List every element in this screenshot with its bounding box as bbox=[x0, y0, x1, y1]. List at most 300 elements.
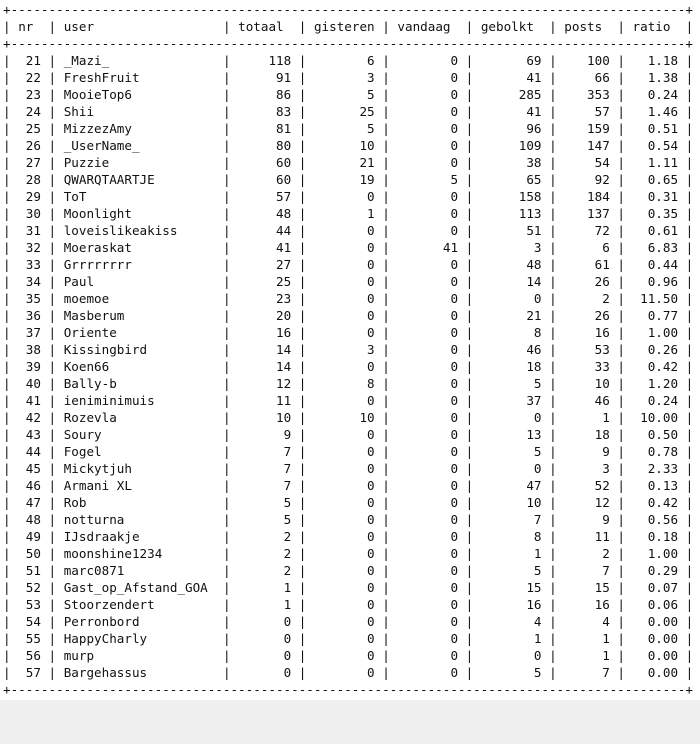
table-row: | 31 | loveislikeakiss | 44 | 0 | 0 | 51 | 72 | 0.61 | bbox=[3, 223, 694, 238]
cell-1: Stoorzendert bbox=[63, 597, 216, 612]
cell-3: 3 bbox=[313, 342, 375, 357]
cell-7: 0.54 bbox=[632, 138, 679, 153]
cell-2: 5 bbox=[238, 512, 292, 527]
cell-7: 0.00 bbox=[632, 648, 679, 663]
cell-6: 184 bbox=[564, 189, 610, 204]
cell-0: 55 bbox=[18, 631, 41, 646]
table-row: | 23 | MooieTop6 | 86 | 5 | 0 | 285 | 353 | 0.24 | bbox=[3, 87, 694, 102]
cell-1: Oriente bbox=[63, 325, 216, 340]
cell-5: 109 bbox=[480, 138, 542, 153]
cell-4: 0 bbox=[397, 529, 459, 544]
table-row: | 33 | Grrrrrrrr | 27 | 0 | 0 | 48 | 61 | 0.44 | bbox=[3, 257, 694, 272]
table-row: | 29 | ToT | 57 | 0 | 0 | 158 | 184 | 0.31 | bbox=[3, 189, 694, 204]
table-row: | 49 | IJsdraakje | 2 | 0 | 0 | 8 | 11 | 0.18 | bbox=[3, 529, 694, 544]
cell-6: 46 bbox=[564, 393, 610, 408]
cell-1: Masberum bbox=[63, 308, 216, 323]
cell-5: 38 bbox=[480, 155, 542, 170]
cell-4: 0 bbox=[397, 597, 459, 612]
window-bottom-area bbox=[0, 700, 700, 744]
table-row: | 40 | Bally-b | 12 | 8 | 0 | 5 | 10 | 1.20 | bbox=[3, 376, 694, 391]
cell-1: Perronbord bbox=[63, 614, 216, 629]
cell-3: 0 bbox=[313, 444, 375, 459]
cell-5: 0 bbox=[480, 291, 542, 306]
cell-1: Bally-b bbox=[63, 376, 216, 391]
cell-1: moonshine1234 bbox=[63, 546, 216, 561]
cell-5: 8 bbox=[480, 529, 542, 544]
cell-7: 0.24 bbox=[632, 393, 679, 408]
table-row: | 47 | Rob | 5 | 0 | 0 | 10 | 12 | 0.42 | bbox=[3, 495, 694, 510]
cell-7: 0.65 bbox=[632, 172, 679, 187]
cell-0: 44 bbox=[18, 444, 41, 459]
cell-5: 46 bbox=[480, 342, 542, 357]
cell-6: 72 bbox=[564, 223, 610, 238]
cell-4: 0 bbox=[397, 393, 459, 408]
cell-6: 26 bbox=[564, 274, 610, 289]
cell-2: 81 bbox=[238, 121, 292, 136]
table-row: | 22 | FreshFruit | 91 | 3 | 0 | 41 | 66 | 1.38 | bbox=[3, 70, 694, 85]
cell-0: 52 bbox=[18, 580, 41, 595]
cell-0: 47 bbox=[18, 495, 41, 510]
cell-0: 31 bbox=[18, 223, 41, 238]
cell-5: 0 bbox=[480, 461, 542, 476]
table-row: | 53 | Stoorzendert | 1 | 0 | 0 | 16 | 16 | 0.06 | bbox=[3, 597, 694, 612]
cell-1: notturna bbox=[63, 512, 216, 527]
cell-7: 0.51 bbox=[632, 121, 679, 136]
cell-7: 0.13 bbox=[632, 478, 679, 493]
cell-3: 5 bbox=[313, 87, 375, 102]
cell-7: 1.46 bbox=[632, 104, 679, 119]
cell-5: 21 bbox=[480, 308, 542, 323]
cell-5: 37 bbox=[480, 393, 542, 408]
cell-6: 10 bbox=[564, 376, 610, 391]
cell-7: 0.29 bbox=[632, 563, 679, 578]
cell-6: 66 bbox=[564, 70, 610, 85]
table-row: | 26 | _UserName_ | 80 | 10 | 0 | 109 | 147 | 0.54 | bbox=[3, 138, 694, 153]
cell-4: 0 bbox=[397, 257, 459, 272]
cell-1: moemoe bbox=[63, 291, 216, 306]
cell-6: 12 bbox=[564, 495, 610, 510]
cell-5: 15 bbox=[480, 580, 542, 595]
cell-0: 48 bbox=[18, 512, 41, 527]
cell-6: 3 bbox=[564, 461, 610, 476]
cell-3: 3 bbox=[313, 70, 375, 85]
table-row: | 48 | notturna | 5 | 0 | 0 | 7 | 9 | 0.56 | bbox=[3, 512, 694, 527]
table-row: | 35 | moemoe | 23 | 0 | 0 | 0 | 2 | 11.50 | bbox=[3, 291, 694, 306]
table-row: | 39 | Koen66 | 14 | 0 | 0 | 18 | 33 | 0.42 | bbox=[3, 359, 694, 374]
cell-7: 0.06 bbox=[632, 597, 679, 612]
cell-0: 43 bbox=[18, 427, 41, 442]
cell-7: 0.78 bbox=[632, 444, 679, 459]
cell-1: Gast_op_Afstand_GOA bbox=[63, 580, 216, 595]
cell-2: 118 bbox=[238, 53, 292, 68]
cell-7: 0.31 bbox=[632, 189, 679, 204]
cell-2: 57 bbox=[238, 189, 292, 204]
cell-2: 2 bbox=[238, 529, 292, 544]
cell-5: 48 bbox=[480, 257, 542, 272]
cell-1: Bargehassus bbox=[63, 665, 216, 680]
table-row: | 27 | Puzzie | 60 | 21 | 0 | 38 | 54 | 1.11 | bbox=[3, 155, 694, 170]
cell-3: 0 bbox=[313, 597, 375, 612]
cell-5: 65 bbox=[480, 172, 542, 187]
cell-0: 41 bbox=[18, 393, 41, 408]
cell-4: 0 bbox=[397, 410, 459, 425]
header-cell-2: totaal bbox=[238, 19, 292, 34]
cell-3: 0 bbox=[313, 478, 375, 493]
cell-2: 25 bbox=[238, 274, 292, 289]
cell-3: 0 bbox=[313, 580, 375, 595]
cell-6: 52 bbox=[564, 478, 610, 493]
cell-1: Moeraskat bbox=[63, 240, 216, 255]
cell-0: 30 bbox=[18, 206, 41, 221]
cell-4: 0 bbox=[397, 376, 459, 391]
cell-4: 0 bbox=[397, 308, 459, 323]
cell-2: 2 bbox=[238, 563, 292, 578]
table-row: | 28 | QWARQTAARTJE | 60 | 19 | 5 | 65 | 92 | 0.65 | bbox=[3, 172, 694, 187]
cell-5: 285 bbox=[480, 87, 542, 102]
cell-2: 27 bbox=[238, 257, 292, 272]
cell-4: 0 bbox=[397, 512, 459, 527]
cell-2: 23 bbox=[238, 291, 292, 306]
table-border-bottom: +-----------------------------------------------------------------------------------------+ bbox=[3, 682, 693, 697]
cell-7: 0.00 bbox=[632, 614, 679, 629]
cell-3: 5 bbox=[313, 121, 375, 136]
cell-6: 137 bbox=[564, 206, 610, 221]
cell-6: 33 bbox=[564, 359, 610, 374]
cell-5: 18 bbox=[480, 359, 542, 374]
table-header-row: | nr | user | totaal | gisteren | vandaag | gebolkt | posts | ratio | bbox=[3, 19, 694, 34]
cell-4: 41 bbox=[397, 240, 459, 255]
cell-7: 0.26 bbox=[632, 342, 679, 357]
cell-2: 0 bbox=[238, 648, 292, 663]
cell-0: 54 bbox=[18, 614, 41, 629]
cell-0: 46 bbox=[18, 478, 41, 493]
cell-0: 57 bbox=[18, 665, 41, 680]
cell-7: 11.50 bbox=[632, 291, 679, 306]
cell-4: 0 bbox=[397, 444, 459, 459]
cell-0: 32 bbox=[18, 240, 41, 255]
cell-7: 0.24 bbox=[632, 87, 679, 102]
cell-2: 60 bbox=[238, 155, 292, 170]
cell-1: Grrrrrrrr bbox=[63, 257, 216, 272]
cell-6: 159 bbox=[564, 121, 610, 136]
cell-6: 26 bbox=[564, 308, 610, 323]
cell-2: 83 bbox=[238, 104, 292, 119]
cell-0: 42 bbox=[18, 410, 41, 425]
cell-6: 57 bbox=[564, 104, 610, 119]
cell-0: 50 bbox=[18, 546, 41, 561]
cell-5: 51 bbox=[480, 223, 542, 238]
cell-0: 37 bbox=[18, 325, 41, 340]
cell-1: murp bbox=[63, 648, 216, 663]
cell-3: 0 bbox=[313, 223, 375, 238]
table-row: | 51 | marc0871 | 2 | 0 | 0 | 5 | 7 | 0.29 | bbox=[3, 563, 694, 578]
table-row: | 56 | murp | 0 | 0 | 0 | 0 | 1 | 0.00 | bbox=[3, 648, 694, 663]
cell-4: 0 bbox=[397, 461, 459, 476]
cell-7: 6.83 bbox=[632, 240, 679, 255]
cell-1: HappyCharly bbox=[63, 631, 216, 646]
cell-2: 7 bbox=[238, 444, 292, 459]
cell-1: Soury bbox=[63, 427, 216, 442]
cell-6: 353 bbox=[564, 87, 610, 102]
cell-3: 0 bbox=[313, 257, 375, 272]
cell-6: 4 bbox=[564, 614, 610, 629]
cell-4: 0 bbox=[397, 359, 459, 374]
cell-2: 7 bbox=[238, 478, 292, 493]
cell-0: 25 bbox=[18, 121, 41, 136]
cell-7: 1.20 bbox=[632, 376, 679, 391]
cell-3: 0 bbox=[313, 546, 375, 561]
cell-0: 34 bbox=[18, 274, 41, 289]
cell-0: 29 bbox=[18, 189, 41, 204]
cell-3: 0 bbox=[313, 291, 375, 306]
cell-5: 158 bbox=[480, 189, 542, 204]
cell-0: 26 bbox=[18, 138, 41, 153]
cell-3: 10 bbox=[313, 410, 375, 425]
cell-0: 33 bbox=[18, 257, 41, 272]
cell-4: 0 bbox=[397, 155, 459, 170]
cell-0: 45 bbox=[18, 461, 41, 476]
cell-1: Kissingbird bbox=[63, 342, 216, 357]
cell-2: 14 bbox=[238, 359, 292, 374]
cell-0: 51 bbox=[18, 563, 41, 578]
cell-7: 0.42 bbox=[632, 495, 679, 510]
cell-2: 86 bbox=[238, 87, 292, 102]
cell-7: 0.56 bbox=[632, 512, 679, 527]
cell-6: 2 bbox=[564, 291, 610, 306]
cell-1: Rob bbox=[63, 495, 216, 510]
cell-1: loveislikeakiss bbox=[63, 223, 216, 238]
cell-3: 0 bbox=[313, 529, 375, 544]
cell-6: 147 bbox=[564, 138, 610, 153]
cell-2: 16 bbox=[238, 325, 292, 340]
cell-1: Rozevla bbox=[63, 410, 216, 425]
header-cell-6: posts bbox=[564, 19, 610, 34]
cell-4: 0 bbox=[397, 138, 459, 153]
cell-5: 16 bbox=[480, 597, 542, 612]
cell-2: 10 bbox=[238, 410, 292, 425]
cell-3: 0 bbox=[313, 359, 375, 374]
table-row: | 21 | _Mazi_ | 118 | 6 | 0 | 69 | 100 | 1.18 | bbox=[3, 53, 694, 68]
cell-5: 5 bbox=[480, 563, 542, 578]
table-row: | 52 | Gast_op_Afstand_GOA | 1 | 0 | 0 | 15 | 15 | 0.07 | bbox=[3, 580, 694, 595]
cell-6: 1 bbox=[564, 648, 610, 663]
cell-4: 0 bbox=[397, 274, 459, 289]
table-row: | 45 | Mickytjuh | 7 | 0 | 0 | 0 | 3 | 2.33 | bbox=[3, 461, 694, 476]
cell-5: 96 bbox=[480, 121, 542, 136]
cell-1: marc0871 bbox=[63, 563, 216, 578]
cell-6: 18 bbox=[564, 427, 610, 442]
table-row: | 41 | ieniminimuis | 11 | 0 | 0 | 37 | 46 | 0.24 | bbox=[3, 393, 694, 408]
cell-7: 0.00 bbox=[632, 631, 679, 646]
cell-6: 7 bbox=[564, 665, 610, 680]
cell-5: 5 bbox=[480, 376, 542, 391]
table-row: | 43 | Soury | 9 | 0 | 0 | 13 | 18 | 0.50 | bbox=[3, 427, 694, 442]
cell-7: 1.00 bbox=[632, 546, 679, 561]
cell-3: 0 bbox=[313, 563, 375, 578]
cell-4: 0 bbox=[397, 206, 459, 221]
cell-1: Puzzie bbox=[63, 155, 216, 170]
cell-0: 56 bbox=[18, 648, 41, 663]
cell-0: 23 bbox=[18, 87, 41, 102]
cell-1: Fogel bbox=[63, 444, 216, 459]
cell-6: 7 bbox=[564, 563, 610, 578]
cell-5: 41 bbox=[480, 70, 542, 85]
cell-0: 40 bbox=[18, 376, 41, 391]
table-border-header: +-----------------------------------------------------------------------------------------+ bbox=[3, 36, 693, 51]
cell-3: 0 bbox=[313, 461, 375, 476]
cell-4: 0 bbox=[397, 665, 459, 680]
cell-3: 0 bbox=[313, 512, 375, 527]
cell-6: 100 bbox=[564, 53, 610, 68]
cell-5: 41 bbox=[480, 104, 542, 119]
cell-1: _Mazi_ bbox=[63, 53, 216, 68]
cell-1: MooieTop6 bbox=[63, 87, 216, 102]
cell-5: 14 bbox=[480, 274, 542, 289]
cell-4: 5 bbox=[397, 172, 459, 187]
cell-0: 22 bbox=[18, 70, 41, 85]
table-row: | 44 | Fogel | 7 | 0 | 0 | 5 | 9 | 0.78 | bbox=[3, 444, 694, 459]
cell-6: 1 bbox=[564, 631, 610, 646]
cell-5: 5 bbox=[480, 444, 542, 459]
cell-3: 1 bbox=[313, 206, 375, 221]
cell-7: 0.18 bbox=[632, 529, 679, 544]
cell-0: 21 bbox=[18, 53, 41, 68]
cell-5: 7 bbox=[480, 512, 542, 527]
cell-3: 0 bbox=[313, 631, 375, 646]
table-row: | 38 | Kissingbird | 14 | 3 | 0 | 46 | 53 | 0.26 | bbox=[3, 342, 694, 357]
table-row: | 46 | Armani XL | 7 | 0 | 0 | 47 | 52 | 0.13 | bbox=[3, 478, 694, 493]
cell-3: 0 bbox=[313, 614, 375, 629]
cell-4: 0 bbox=[397, 121, 459, 136]
cell-4: 0 bbox=[397, 53, 459, 68]
header-cell-1: user bbox=[63, 19, 216, 34]
table-row: | 37 | Oriente | 16 | 0 | 0 | 8 | 16 | 1.00 | bbox=[3, 325, 694, 340]
cell-6: 92 bbox=[564, 172, 610, 187]
cell-1: IJsdraakje bbox=[63, 529, 216, 544]
cell-6: 11 bbox=[564, 529, 610, 544]
header-cell-5: gebolkt bbox=[480, 19, 542, 34]
cell-3: 0 bbox=[313, 274, 375, 289]
cell-2: 0 bbox=[238, 614, 292, 629]
cell-6: 61 bbox=[564, 257, 610, 272]
cell-3: 25 bbox=[313, 104, 375, 119]
table-row: | 32 | Moeraskat | 41 | 0 | 41 | 3 | 6 | 6.83 | bbox=[3, 240, 694, 255]
cell-4: 0 bbox=[397, 546, 459, 561]
cell-3: 0 bbox=[313, 393, 375, 408]
cell-7: 0.44 bbox=[632, 257, 679, 272]
cell-7: 1.18 bbox=[632, 53, 679, 68]
cell-6: 6 bbox=[564, 240, 610, 255]
cell-3: 0 bbox=[313, 495, 375, 510]
cell-2: 48 bbox=[238, 206, 292, 221]
cell-2: 41 bbox=[238, 240, 292, 255]
cell-4: 0 bbox=[397, 648, 459, 663]
cell-5: 13 bbox=[480, 427, 542, 442]
cell-3: 0 bbox=[313, 427, 375, 442]
cell-3: 19 bbox=[313, 172, 375, 187]
cell-4: 0 bbox=[397, 563, 459, 578]
cell-2: 12 bbox=[238, 376, 292, 391]
cell-5: 5 bbox=[480, 665, 542, 680]
cell-2: 5 bbox=[238, 495, 292, 510]
cell-7: 0.00 bbox=[632, 665, 679, 680]
cell-6: 16 bbox=[564, 597, 610, 612]
cell-0: 39 bbox=[18, 359, 41, 374]
cell-1: Mickytjuh bbox=[63, 461, 216, 476]
table-row: | 54 | Perronbord | 0 | 0 | 0 | 4 | 4 | 0.00 | bbox=[3, 614, 694, 629]
cell-6: 2 bbox=[564, 546, 610, 561]
cell-0: 28 bbox=[18, 172, 41, 187]
cell-5: 1 bbox=[480, 631, 542, 646]
cell-2: 20 bbox=[238, 308, 292, 323]
cell-7: 1.11 bbox=[632, 155, 679, 170]
cell-4: 0 bbox=[397, 631, 459, 646]
cell-7: 0.07 bbox=[632, 580, 679, 595]
cell-4: 0 bbox=[397, 495, 459, 510]
cell-7: 0.42 bbox=[632, 359, 679, 374]
cell-2: 91 bbox=[238, 70, 292, 85]
cell-4: 0 bbox=[397, 104, 459, 119]
cell-4: 0 bbox=[397, 291, 459, 306]
table-row: | 24 | Shii | 83 | 25 | 0 | 41 | 57 | 1.46 | bbox=[3, 104, 694, 119]
cell-0: 35 bbox=[18, 291, 41, 306]
cell-2: 1 bbox=[238, 597, 292, 612]
cell-2: 2 bbox=[238, 546, 292, 561]
cell-2: 0 bbox=[238, 631, 292, 646]
cell-1: Paul bbox=[63, 274, 216, 289]
cell-3: 0 bbox=[313, 240, 375, 255]
cell-5: 0 bbox=[480, 410, 542, 425]
cell-6: 1 bbox=[564, 410, 610, 425]
cell-1: FreshFruit bbox=[63, 70, 216, 85]
cell-7: 0.96 bbox=[632, 274, 679, 289]
table-row: | 55 | HappyCharly | 0 | 0 | 0 | 1 | 1 | 0.00 | bbox=[3, 631, 694, 646]
cell-3: 0 bbox=[313, 308, 375, 323]
cell-5: 4 bbox=[480, 614, 542, 629]
table-row: | 30 | Moonlight | 48 | 1 | 0 | 113 | 137 | 0.35 | bbox=[3, 206, 694, 221]
cell-5: 8 bbox=[480, 325, 542, 340]
cell-7: 1.38 bbox=[632, 70, 679, 85]
cell-2: 80 bbox=[238, 138, 292, 153]
cell-1: ieniminimuis bbox=[63, 393, 216, 408]
cell-4: 0 bbox=[397, 580, 459, 595]
cell-3: 0 bbox=[313, 648, 375, 663]
header-cell-3: gisteren bbox=[313, 19, 375, 34]
cell-4: 0 bbox=[397, 223, 459, 238]
table-row: | 57 | Bargehassus | 0 | 0 | 0 | 5 | 7 | 0.00 | bbox=[3, 665, 694, 680]
cell-1: ToT bbox=[63, 189, 216, 204]
cell-0: 27 bbox=[18, 155, 41, 170]
cell-5: 113 bbox=[480, 206, 542, 221]
cell-0: 49 bbox=[18, 529, 41, 544]
cell-7: 0.35 bbox=[632, 206, 679, 221]
cell-3: 0 bbox=[313, 665, 375, 680]
cell-0: 53 bbox=[18, 597, 41, 612]
cell-6: 9 bbox=[564, 444, 610, 459]
cell-4: 0 bbox=[397, 70, 459, 85]
cell-6: 15 bbox=[564, 580, 610, 595]
cell-4: 0 bbox=[397, 87, 459, 102]
cell-7: 1.00 bbox=[632, 325, 679, 340]
cell-1: QWARQTAARTJE bbox=[63, 172, 216, 187]
cell-2: 0 bbox=[238, 665, 292, 680]
cell-1: _UserName_ bbox=[63, 138, 216, 153]
cell-3: 0 bbox=[313, 325, 375, 340]
cell-0: 36 bbox=[18, 308, 41, 323]
table-row: | 50 | moonshine1234 | 2 | 0 | 0 | 1 | 2 | 1.00 | bbox=[3, 546, 694, 561]
cell-1: MizzezAmy bbox=[63, 121, 216, 136]
cell-0: 24 bbox=[18, 104, 41, 119]
